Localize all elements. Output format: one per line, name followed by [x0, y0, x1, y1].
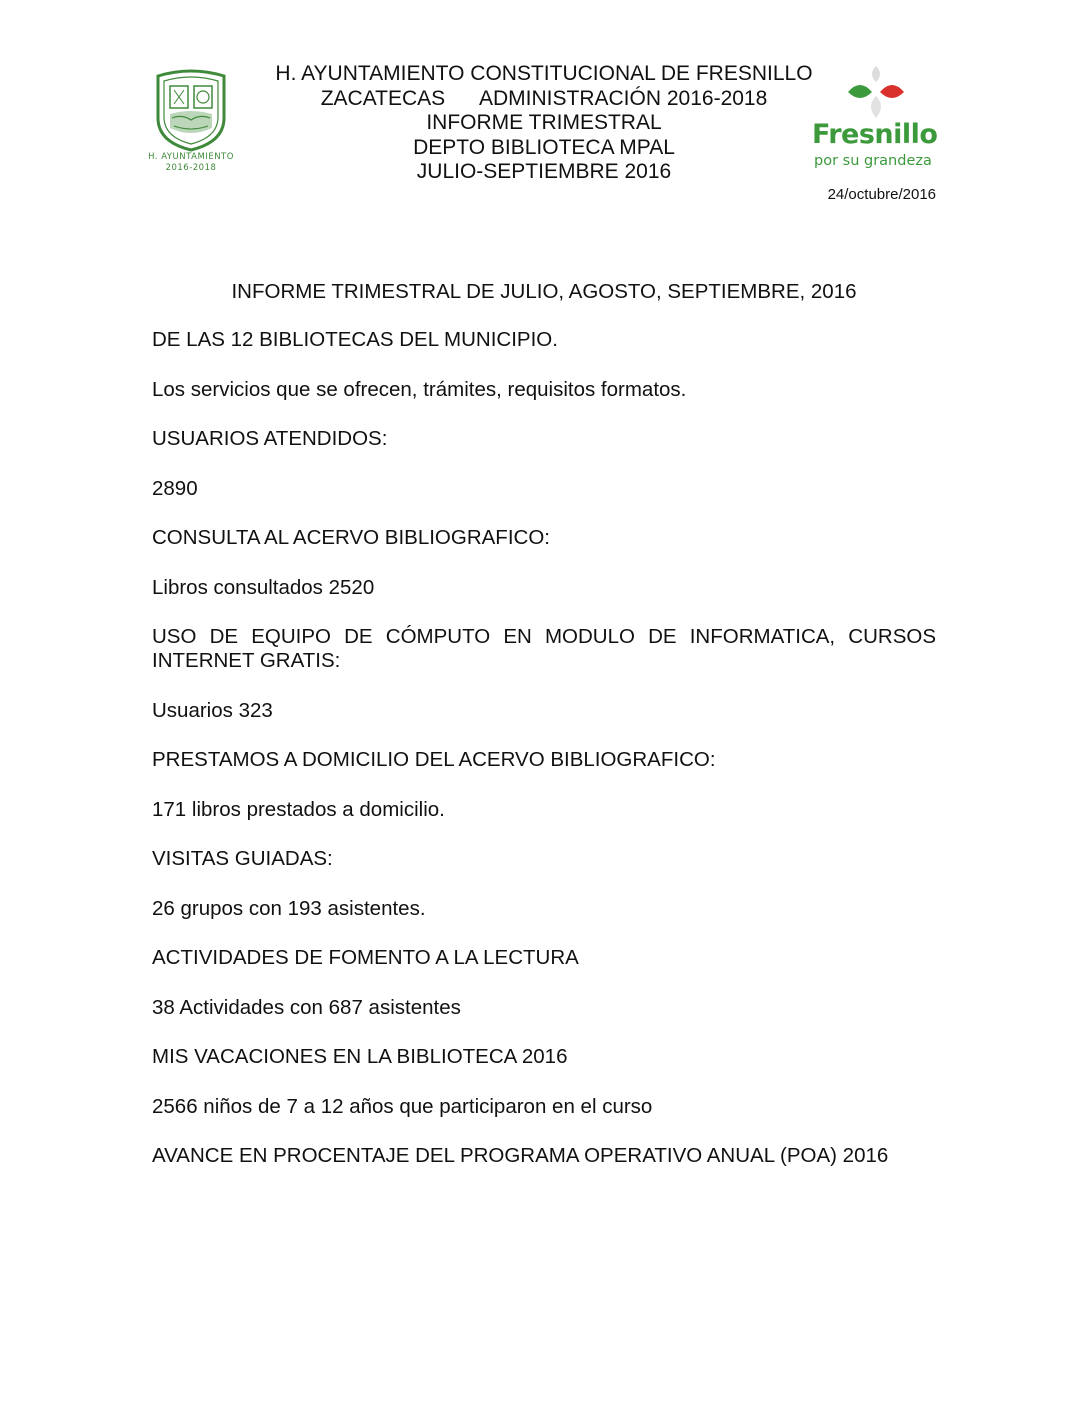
report-title: INFORME TRIMESTRAL DE JULIO, AGOSTO, SEPTIEMBRE, 2016	[231, 280, 857, 303]
heading-computer-use: USO DE EQUIPO DE CÓMPUTO EN MODULO DE INFORMATICA, CURSOS INTERNET GRATIS:	[152, 625, 936, 672]
heading-guided-visits: VISITAS GUIADAS:	[152, 847, 333, 870]
heading-vacations-program: MIS VACACIONES EN LA BIBLIOTECA 2016	[152, 1045, 568, 1068]
heading-home-loans: PRESTAMOS A DOMICILIO DEL ACERVO BIBLIOGRAFICO:	[152, 748, 716, 771]
fresnillo-logo-tagline: por su grandeza	[814, 153, 932, 169]
fresnillo-logo	[812, 64, 942, 184]
seal-caption	[148, 152, 234, 174]
heading-poa-progress: AVANCE EN PROCENTAJE DEL PROGRAMA OPERATIVO ANUAL (POA) 2016	[152, 1144, 889, 1167]
value-guided-visits: 26 grupos con 193 asistentes.	[152, 896, 426, 920]
seal-caption-line-1: H. AYUNTAMIENTO	[148, 152, 234, 162]
heading-reading-activities: ACTIVIDADES DE FOMENTO A LA LECTURA	[152, 946, 579, 969]
report-content	[152, 328, 936, 1194]
value-computer-users: Usuarios 323	[152, 698, 273, 722]
value-reading-activities: 38 Actividades con 687 asistentes	[152, 995, 461, 1019]
fresnillo-flower-icon	[844, 64, 908, 120]
paragraph-services: Los servicios que se ofrecen, trámites, requisitos formatos.	[152, 377, 687, 401]
fresnillo-logo-name: Fresnillo	[812, 119, 938, 150]
document-date: 24/octubre/2016	[827, 186, 936, 203]
header-line-report-type: INFORME TRIMESTRAL	[426, 111, 662, 134]
value-books-consulted: Libros consultados 2520	[152, 575, 375, 599]
document-header	[244, 62, 844, 185]
header-line-department: DEPTO BIBLIOTECA MPAL	[413, 135, 675, 159]
header-line-period: JULIO-SEPTIEMBRE 2016	[416, 160, 672, 183]
value-home-loans: 171 libros prestados a domicilio.	[152, 797, 445, 821]
seal-caption-line-2: 2016-2018	[165, 163, 217, 173]
value-users-attended: 2890	[152, 476, 198, 500]
value-vacations-program: 2566 niños de 7 a 12 años que participaron en el curso	[152, 1094, 653, 1118]
header-line-institution: H. AYUNTAMIENTO CONSTITUCIONAL DE FRESNILLO	[275, 62, 813, 85]
header-line-administration: ZACATECAS ADMINISTRACIÓN 2016-2018	[320, 86, 768, 110]
heading-users-attended: USUARIOS ATENDIDOS:	[152, 427, 388, 450]
paragraph-scope: DE LAS 12 BIBLIOTECAS DEL MUNICIPIO.	[152, 328, 558, 351]
heading-collection-consultation: CONSULTA AL ACERVO BIBLIOGRAFICO:	[152, 526, 550, 549]
